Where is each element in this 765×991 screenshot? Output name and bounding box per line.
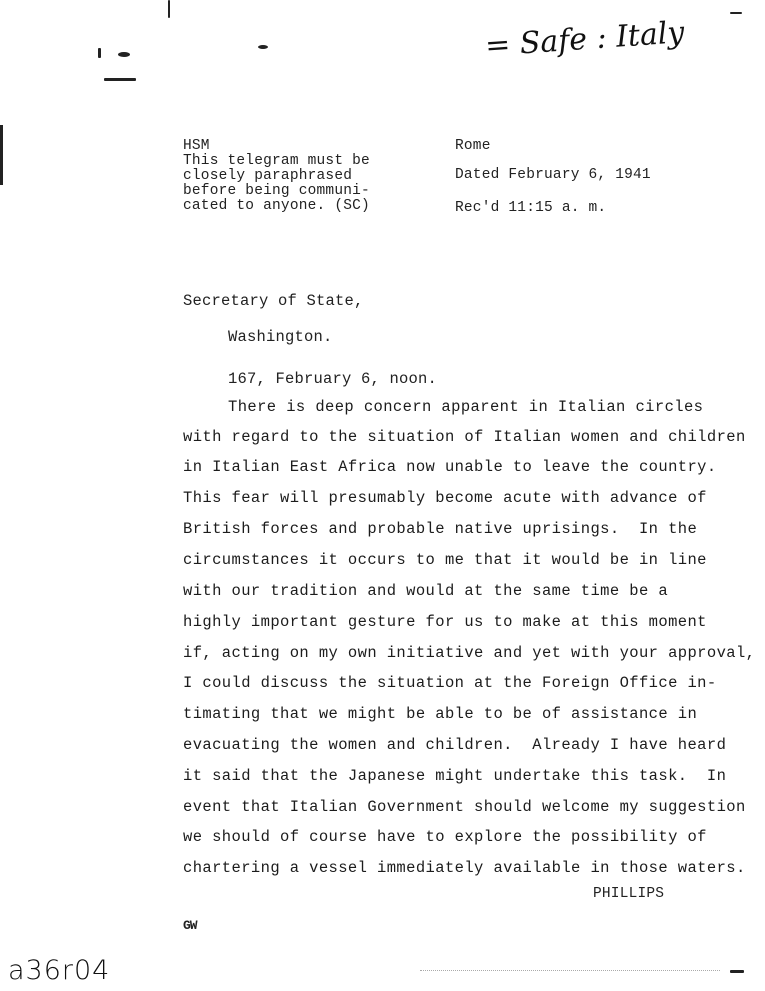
body-line: chartering a vessel immediately available in those waters.	[183, 859, 746, 877]
handwritten-document-id: a36r04	[8, 955, 111, 986]
notice-line: cated to anyone. (SC)	[183, 198, 370, 214]
scan-speck	[258, 45, 268, 49]
scan-edge-mark	[0, 125, 3, 185]
body-line: with regard to the situation of Italian women and children	[183, 428, 746, 446]
notice-line: closely paraphrased	[183, 168, 353, 184]
body-line: event that Italian Government should welcome my suggestion	[183, 798, 746, 816]
body-line: evacuating the women and children. Already I have heard	[183, 736, 727, 754]
scan-speck	[104, 78, 136, 81]
scan-speck	[98, 48, 101, 58]
body-line: highly important gesture for us to make at this moment	[183, 613, 707, 631]
origin-city: Rome	[455, 138, 491, 154]
scan-speck	[118, 52, 130, 57]
paraphrase-notice	[183, 154, 370, 214]
addressee-city: Washington.	[228, 328, 333, 346]
body-line: British forces and probable native uprisings. In the	[183, 520, 698, 538]
body-line: This fear will presumably become acute with advance of	[183, 489, 707, 507]
handwritten-annotation: = Safe : Italy	[484, 15, 686, 64]
message-reference: 167, February 6, noon.	[228, 370, 438, 388]
notice-line: before being communi-	[183, 183, 370, 199]
body-line: timating that we might be able to be of assistance in	[183, 705, 698, 723]
body-line: in Italian East Africa now unable to leave the country.	[183, 458, 717, 476]
body-line: I could discuss the situation at the Foreign Office in-	[183, 674, 717, 692]
scan-speck	[730, 12, 742, 14]
scan-speck	[168, 0, 170, 18]
header-initials: HSM	[183, 138, 210, 154]
scan-speck	[730, 970, 744, 973]
body-line: if, acting on my own initiative and yet with your approval,	[183, 644, 756, 662]
scan-dotted-line	[420, 970, 720, 971]
dated-line: Dated February 6, 1941	[455, 167, 651, 183]
signature: PHILLIPS	[593, 886, 665, 902]
body-line: it said that the Japanese might undertake this task. In	[183, 767, 727, 785]
body-line: we should of course have to explore the possibility of	[183, 828, 707, 846]
notice-line: This telegram must be	[183, 153, 370, 169]
body-line: with our tradition and would at the same time be a	[183, 582, 669, 600]
body-line: circumstances it occurs to me that it would be in line	[183, 551, 707, 569]
footer-initials: GW	[183, 918, 197, 933]
received-line: Rec'd 11:15 a. m.	[455, 200, 607, 216]
addressee-title: Secretary of State,	[183, 292, 364, 310]
body-line: There is deep concern apparent in Italian circles	[228, 398, 704, 416]
